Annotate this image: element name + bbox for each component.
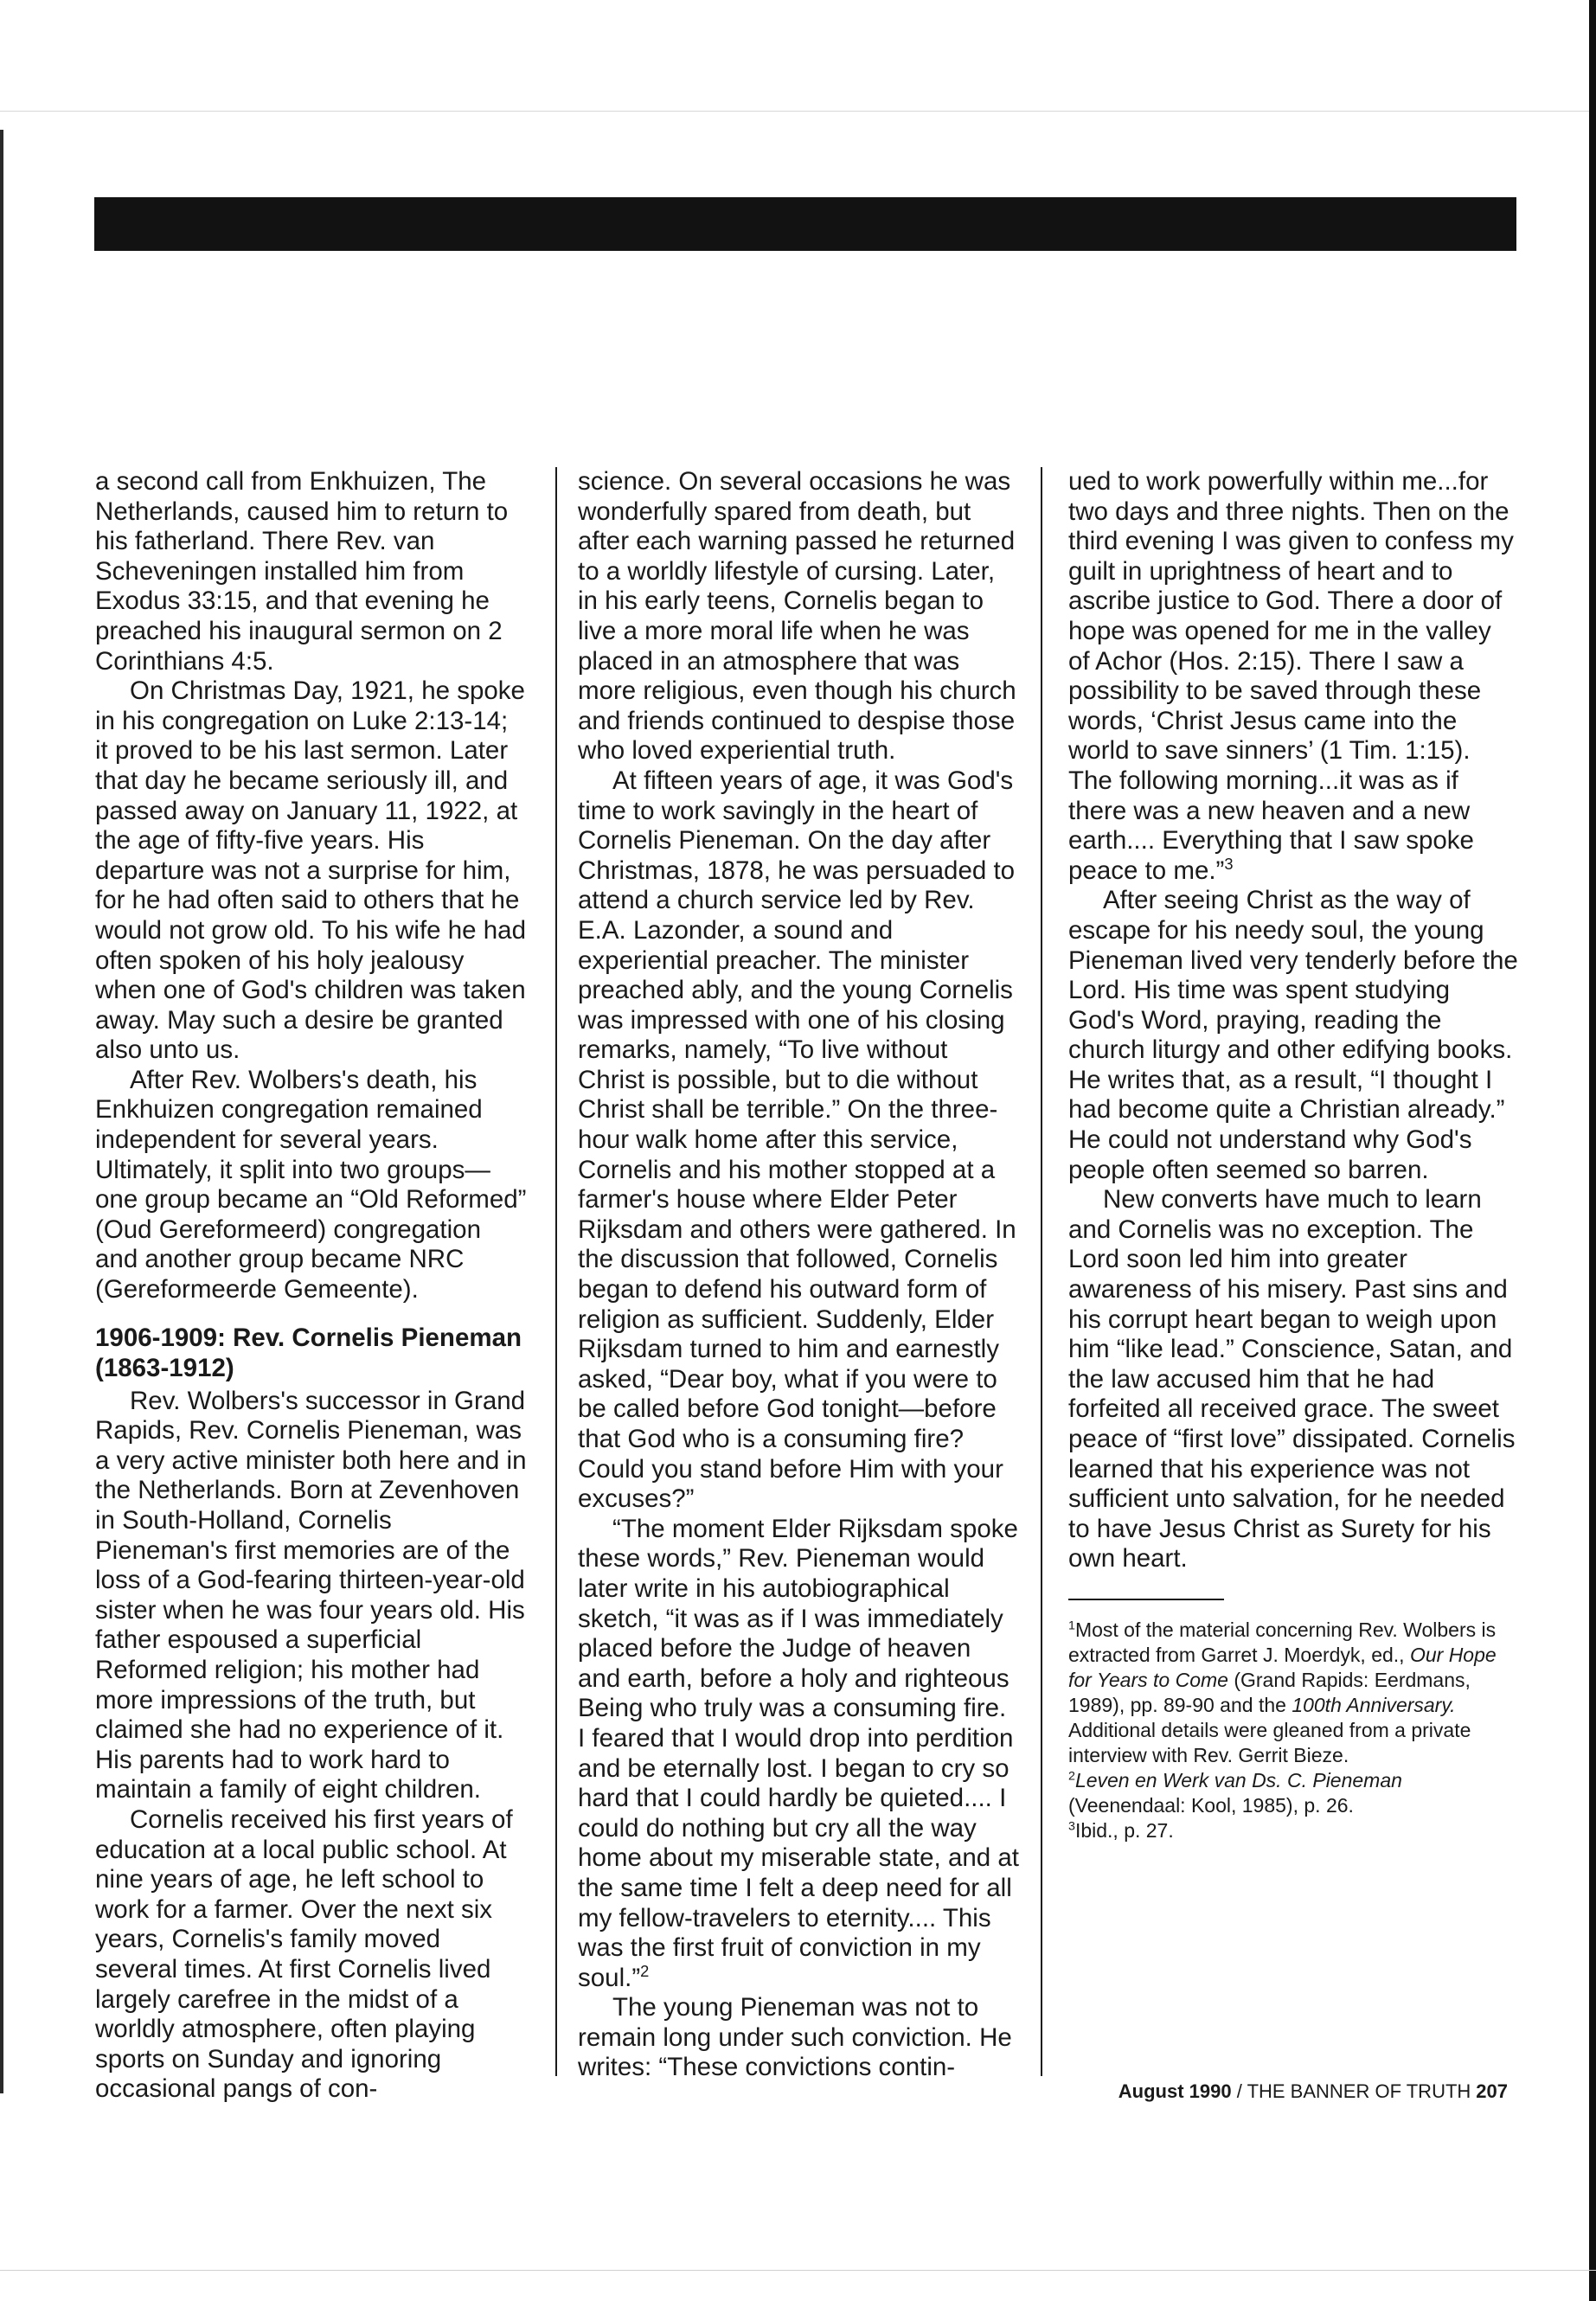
col3-paragraph-3: New converts have much to learn and Cornelis was no exception. The Lord soon led him into greater awareness of his misery. Past sins and his corrupt heart began to weigh upon him “like lead.” Conscience, Satan, and the law accused him that he had forfeited all received grace. The sweet peace of “first love” dissipated. Cornelis learned that his experience was not sufficient unto salvation, for he needed to have Jesus Christ as Surety for his own heart. — [1068, 1185, 1516, 1574]
footnote-1-text-mid: (Grand Rapids: Eerdmans, 1989), pp. 89-90 and the — [1068, 1668, 1471, 1716]
col3-paragraph-1-text: ued to work powerfully within me...for two days and three nights. Then on the third evening I was given to confess my guilt in uprightness of heart and to ascribe justice to God. There a door of hope was opened for me in the valley of Achor (Hos. 2:15). There I saw a possibility to be saved through these words, ‘Christ Jesus came into the world to save sinners’ (1 Tim. 1:15). The following morning...it was as if there was a new heaven and a new earth.... Everything that I saw spoke peace to me.” — [1068, 467, 1514, 885]
scan-top-line — [0, 111, 1596, 112]
page-footer — [1118, 2080, 1508, 2103]
scan-bottom-line — [0, 2270, 1596, 2271]
scan-edge-right — [1589, 0, 1596, 2301]
column-1 — [95, 467, 528, 2105]
col2-paragraph-1: science. On several occasions he was wonderfully spared from death, but after each warning passed he returned to a worldly lifestyle of cursing. Later, in his early teens, Cornelis began to live a more moral life when he was placed in an atmosphere that was more religious, even though his church and friends continued to despise those who loved experiential truth. — [578, 467, 1016, 766]
footnote-1-number: 1 — [1068, 1618, 1075, 1633]
col1-paragraph-2: On Christmas Day, 1921, he spoke in his congregation on Luke 2:13-14; it proved to be his last sermon. Later that day he became seriously ill, and passed away on January 11, 1922, at the age of fifty-five years. His departure was not a surprise for him, for he had often said to others that he would not grow old. To his wife he had often spoken of his holy jealousy when one of God's children was taken away. May such a desire be granted also unto us. — [95, 676, 526, 1065]
footnote-rule — [1068, 1599, 1224, 1600]
col1-paragraph-3: After Rev. Wolbers's death, his Enkhuizen congregation remained independent for several years. Ultimately, it split into two groups—one group became an “Old Reformed” (Oud Gereformeerd) congregation and another group became NRC (Gereformeerde Gemeente). — [95, 1065, 527, 1304]
column-2 — [578, 467, 1019, 2083]
footnote-ref-2: 2 — [640, 1961, 650, 1980]
column-rule-2 — [1041, 467, 1042, 2076]
footnote-3-text: Ibid., p. 27. — [1074, 1818, 1174, 1842]
col1-paragraph-5: Cornelis received his first years of education at a local public school. At nine years of age, he left school to work for a farmer. Over the next six years, Cornelis's family moved several times. At first Cornelis lived largely carefree in the midst of a worldly atmosphere, often playing sports on Sunday and ignoring occasional pangs of con- — [95, 1804, 513, 2104]
col3-paragraph-1 — [1068, 467, 1518, 886]
footnote-1-title-2: 100th Anniversary. — [1292, 1693, 1456, 1716]
footer-page-number: 207 — [1476, 2080, 1508, 2102]
col3-paragraph-2: After seeing Christ as the way of escape for his needy soul, the young Pieneman lived very tenderly before the Lord. His time was spent studying God's Word, praying, reading the church liturgy and other edifying books. He writes that, as a result, “I thought I had become quite a Christian already.” He could not understand why God's people often seemed so barren. — [1068, 886, 1518, 1184]
footnote-1-text: Most of the material concerning Rev. Wolbers is extracted from Garret J. Moerdyk, ed., — [1068, 1618, 1497, 1666]
scan-edge-left — [0, 130, 3, 2093]
footnote-1 — [1068, 1618, 1518, 1768]
footnote-1-title: Our Hope for Years to Come — [1068, 1643, 1497, 1691]
col1-paragraph-4: Rev. Wolbers's successor in Grand Rapids, Rev. Cornelis Pieneman, was a very active minister both here and in the Netherlands. Born at Zevenhoven in South-Holland, Cornelis Pieneman's first memories are of the loss of a God-fearing thirteen-year-old sister when he was four years old. His father espoused a superficial Reformed religion; his mother had more impressions of the truth, but claimed she had no experience of it. His parents had to work hard to maintain a family of eight children. — [95, 1386, 527, 1804]
footer-separator: / — [1231, 2080, 1247, 2102]
footnote-2-number: 2 — [1068, 1769, 1075, 1784]
col2-paragraph-3-text: “The moment Elder Rijksdam spoke these words,” Rev. Pieneman would later write in his autobiographical sketch, “it was as if I was immediately placed before the Judge of heaven and earth, before a holy and righteous Being who truly was a consuming fire. I feared that I would drop into perdition and be eternally lost. I began to cry so hard that I could hardly be quieted.... I could do nothing but cry all the way home about my miserable state, and at the same time I felt a deep need for all my fellow-travelers to eternity.... This was the first fruit of conviction in my soul.” — [578, 1514, 1019, 1992]
column-rule-1 — [555, 467, 557, 2076]
footnote-3 — [1068, 1818, 1518, 1843]
footnote-2 — [1068, 1768, 1518, 1818]
header-bar — [94, 197, 1516, 251]
col2-paragraph-2: At fifteen years of age, it was God's time to work savingly in the heart of Cornelis Pieneman. On the day after Christmas, 1878, he was persuaded to attend a church service led by Rev. E.A. Lazonder, a sound and experiential preacher. The minister preached ably, and the young Cornelis was impressed with one of his closing remarks, namely, “To live without Christ is possible, but to die without Christ shall be terrible.” On the three-hour walk home after this service, Cornelis and his mother stopped at a farmer's house where Elder Peter Rijksdam and others were gathered. In the discussion that followed, Cornelis began to defend his outward form of religion as sufficient. Suddenly, Elder Rijksdam turned to him and earnestly asked, “Dear boy, what if you were to be called before God tonight—before that God who is a consuming fire? Could you stand before Him with your excuses?” — [578, 766, 1016, 1514]
column-3 — [1068, 467, 1518, 1843]
footnote-1-text-end: Additional details were gleaned from a private interview with Rev. Gerrit Bieze. — [1068, 1718, 1471, 1766]
section-heading: 1906-1909: Rev. Cornelis Pieneman (1863-1912) — [95, 1323, 522, 1382]
col2-paragraph-3 — [578, 1515, 1019, 1994]
footnote-ref-3: 3 — [1224, 854, 1234, 873]
col2-paragraph-4: The young Pieneman was not to remain long under such conviction. He writes: “These convictions contin- — [578, 1993, 1012, 2082]
footer-publication: THE BANNER OF TRUTH — [1247, 2080, 1471, 2102]
footnote-3-number: 3 — [1068, 1819, 1075, 1834]
footnote-2-title: Leven en Werk van Ds. C. Pieneman — [1074, 1768, 1402, 1791]
footnote-2-text: (Veenendaal: Kool, 1985), p. 26. — [1068, 1793, 1354, 1817]
footer-date: August 1990 — [1118, 2080, 1232, 2102]
col1-paragraph-1: a second call from Enkhuizen, The Netherlands, caused him to return to his fatherland. There Rev. van Scheveningen installed him from Exodus 33:15, and that evening he preached his inaugural sermon on 2 Corinthians 4:5. — [95, 467, 509, 676]
